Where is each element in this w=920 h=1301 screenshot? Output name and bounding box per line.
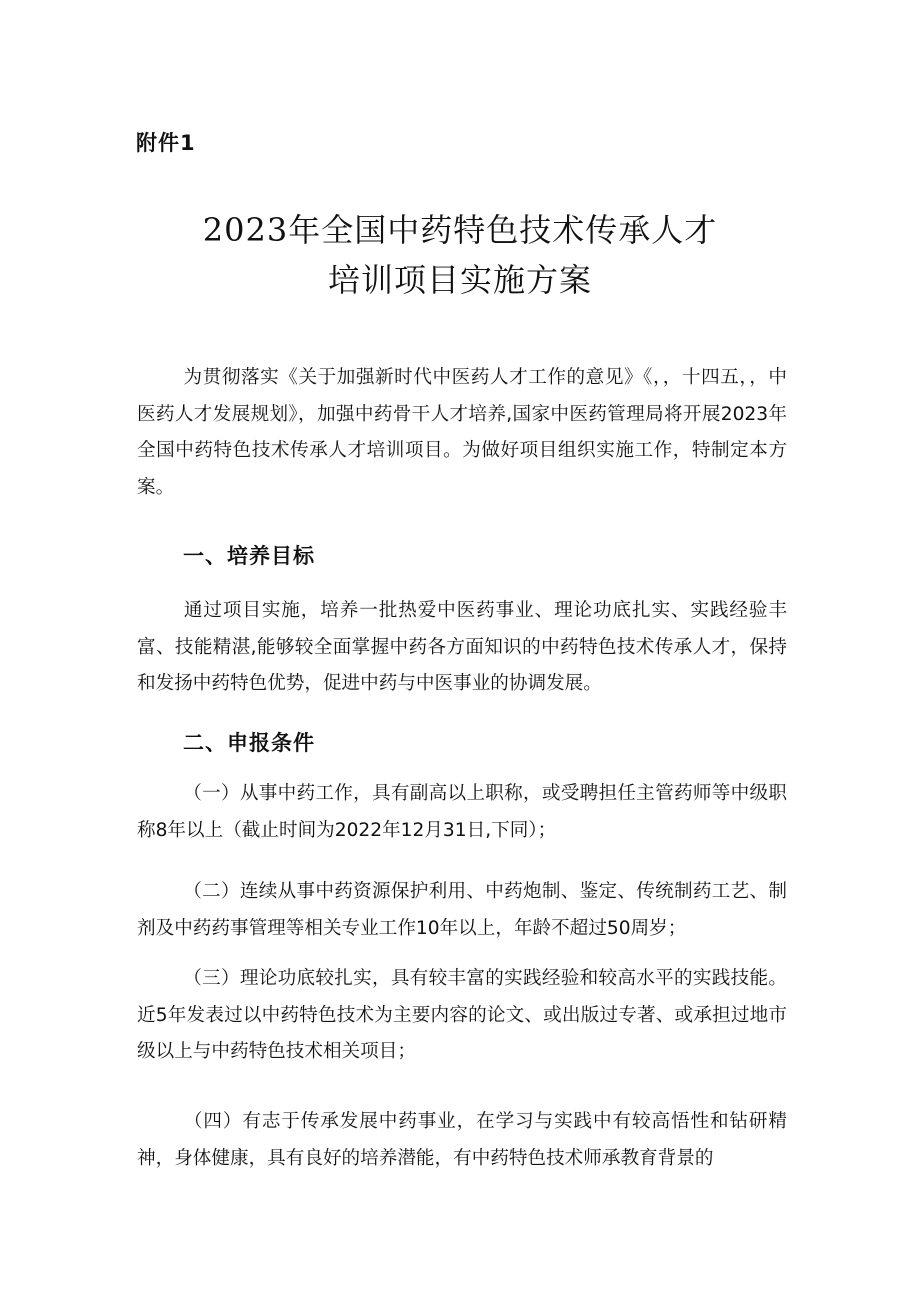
condition-item-text: （四）有志于传承发展中药事业，在学习与实践中有较高悟性和钻研精神，身体健康，具有良好的培养潜能，有中药特色技术师承教育背景的 [137, 1111, 787, 1169]
condition-item-text: （二）连续从事中药资源保护利用、中药炮制、鉴定、传统制药工艺、制剂及中药药事管理等相关专业工作10年以上，年龄不超过50周岁； [137, 881, 787, 939]
document-title-line-2: 培训项目实施方案 [327, 261, 592, 299]
training-goal-paragraph [137, 593, 787, 703]
attachment-label: 附件1 [136, 131, 196, 155]
section-heading-training-goal: 一、培养目标 [183, 544, 315, 568]
condition-item [137, 961, 787, 1071]
intro-paragraph [137, 360, 787, 506]
condition-item [137, 874, 787, 947]
condition-item-text: （一）从事中药工作，具有副高以上职称，或受聘担任主管药师等中级职称8年以上（截止时间为2022年12月31日,下同）； [137, 783, 787, 841]
intro-text: 为贯彻落实《关于加强新时代中医药人才工作的意见》《，，十四五，，中医药人才发展规划》，加强中药骨干人才培养,国家中医药管理局将开展2023年全国中药特色技术传承人才培训项目。为做好项目组织实施工作，特制定本方案。 [137, 367, 787, 498]
condition-item [137, 776, 787, 849]
condition-item [137, 1104, 787, 1177]
document-title-line-1: 2023年全国中药特色技术传承人才 [202, 211, 718, 249]
condition-item-text: （三）理论功底较扎实，具有较丰富的实践经验和较高水平的实践技能。近5年发表过以中药特色技术为主要内容的论文、或出版过专著、或承担过地市级以上与中药特色技术相关项目； [137, 968, 787, 1063]
section-heading-application-conditions: 二、申报条件 [183, 731, 315, 755]
training-goal-text: 通过项目实施，培养一批热爱中医药事业、理论功底扎实、实践经验丰富、技能精湛,能够较全面掌握中药各方面知识的中药特色技术传承人才，保持和发扬中药特色优势，促进中药与中医事业的协调发展。 [137, 600, 787, 695]
